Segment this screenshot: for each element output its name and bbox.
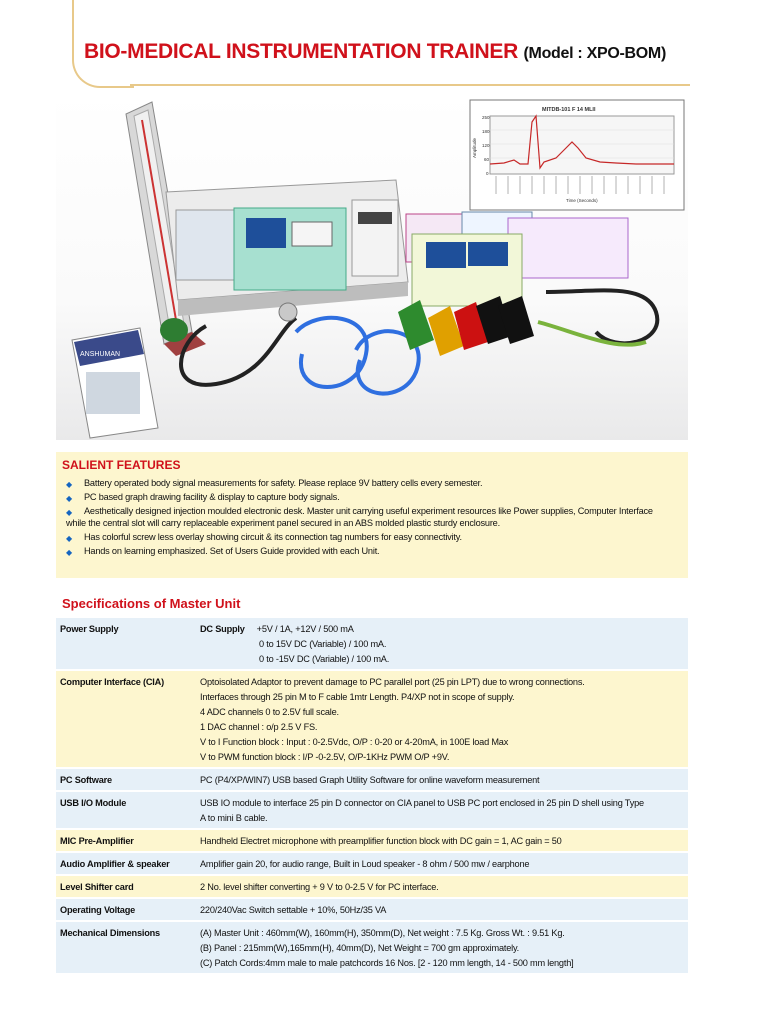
y-tick-4: 0	[486, 171, 489, 176]
spec-row-power-supply	[56, 618, 688, 670]
spec-label: MIC Pre-Amplifier	[60, 836, 134, 846]
feature-item: ◆ Has colorful screw less overlay showing circuit & its connection tag numbers for easy connectivity.	[66, 531, 462, 543]
product-photo	[56, 92, 688, 440]
spec-value: DC Supply +5V / 1A, +12V / 500 mA 0 to 15V DC (Variable) / 100 mA. 0 to -15V DC (Variable) / 100 mA.	[200, 624, 390, 664]
spec-value: Optoisolated Adaptor to prevent damage to PC parallel port (25 pin LPT) due to wrong connections. Interfaces through 25 pin M to F cable 1mtr Length. P4/XP not in scope of supply. 4 ADC channels 0 to 2.5V full scale. 1 DAC channel : o/p 2.5 V FS. V to I Function block : Input : 0-2.5Vdc, O/P : 0-20 or 4-20mA, in 100E load Max V to PWM function block : I/P -0-2.5V, O/P-1KHz PWM O/P +9V.	[200, 677, 585, 762]
spec-value: 220/240Vac Switch settable + 10%, 50Hz/35 VA	[200, 905, 387, 915]
diamond-bullet-icon: ◆	[66, 508, 72, 517]
spec-value: USB IO module to interface 25 pin D connector on CIA panel to USB PC port enclosed in 25 pin D shell using Type A to mini B cable.	[200, 798, 644, 823]
spec-row-mic	[56, 829, 688, 852]
spec-value: Handheld Electret microphone with preamplifier function block with DC gain = 1, AC gain = 50	[200, 836, 562, 846]
feature-item: ◆ Battery operated body signal measurements for safety. Please replace 9V battery cells every semester.	[66, 478, 483, 489]
spec-row-mechanical	[56, 921, 688, 974]
y-tick-0: 250	[482, 115, 490, 120]
features-heading: SALIENT FEATURES	[62, 458, 181, 472]
spec-label: Operating Voltage	[60, 905, 136, 915]
page-title	[84, 40, 666, 64]
spec-label: Power Supply	[60, 624, 119, 634]
spec-row-operating-voltage	[56, 898, 688, 921]
features-list	[66, 478, 682, 560]
spec-label: Mechanical Dimensions	[60, 928, 160, 938]
diamond-bullet-icon: ◆	[66, 480, 72, 489]
diamond-bullet-icon: ◆	[66, 533, 72, 543]
spec-label: Computer Interface (CIA)	[60, 677, 164, 687]
y-tick-2: 120	[482, 143, 490, 148]
feature-item: ◆ Aesthetically designed injection moulded electronic desk. Master unit carrying useful experiment resources like Power supplies, Computer Interface	[66, 506, 653, 517]
spec-value: PC (P4/XP/WIN7) USB based Graph Utility Software for online waveform measurement	[200, 775, 540, 785]
title-model: (Model : XPO-BOM)	[523, 45, 666, 62]
title-main: BIO-MEDICAL INSTRUMENTATION TRAINER	[84, 40, 518, 63]
master-unit	[166, 180, 408, 316]
salient-features-box	[56, 452, 688, 578]
graph-ylabel: Amplitude	[472, 137, 477, 158]
manual-label: ANSHUMAN	[80, 351, 121, 358]
spec-row-level-shifter	[56, 875, 688, 898]
graph-title: MITDB-101 F 14 MLII	[542, 107, 596, 113]
spec-label: Audio Amplifier & speaker	[60, 859, 170, 869]
y-tick-1: 180	[482, 129, 490, 134]
spec-row-usb	[56, 791, 688, 829]
diamond-bullet-icon: ◆	[66, 547, 72, 557]
spec-label: PC Software	[60, 775, 112, 785]
spec-value: (A) Master Unit : 460mm(W), 160mm(H), 350mm(D), Net weight : 7.5 Kg. Gross Wt. : 9.51 Kg. (B) Panel : 215mm(W),165mm(H), 40mm(D), Net Weight = 700 gm approximately. (C) Patch Cords:4mm male to male patchcords 16 Nos. [2 - 120 mm length, 14 - 500 mm length]	[200, 928, 574, 968]
graph-xlabel: Time (Seconds)	[566, 198, 598, 203]
spec-value: 2 No. level shifter converting + 9 V to 0-2.5 V for PC interface.	[200, 882, 439, 892]
product-illustration	[56, 92, 688, 440]
specs-table	[56, 618, 688, 975]
dc-supply-label: DC Supply	[200, 624, 245, 634]
users-guide	[72, 328, 158, 438]
diamond-bullet-icon: ◆	[66, 494, 72, 503]
spec-row-audio	[56, 852, 688, 875]
waveform-inset	[470, 100, 684, 210]
feature-item: ◆ PC based graph drawing facility & display to capture body signals.	[66, 492, 340, 503]
y-tick-3: 60	[484, 157, 490, 162]
feature-item: ◆ Hands on learning emphasized. Set of Users Guide provided with each Unit.	[66, 545, 380, 557]
spec-label: USB I/O Module	[60, 798, 127, 808]
spec-label: Level Shifter card	[60, 882, 134, 892]
spec-row-pc-software	[56, 768, 688, 791]
specs-heading: Specifications of Master Unit	[62, 596, 241, 611]
spec-row-cia	[56, 670, 688, 768]
frame-rule	[130, 84, 690, 86]
spec-value: Amplifier gain 20, for audio range, Built in Loud speaker - 8 ohm / 500 mw / earphone	[200, 859, 530, 869]
feature-item-continued: while the central slot will carry replaceable experiment panel secured in an ABS molded plastic sturdy enclosure.	[66, 517, 500, 528]
